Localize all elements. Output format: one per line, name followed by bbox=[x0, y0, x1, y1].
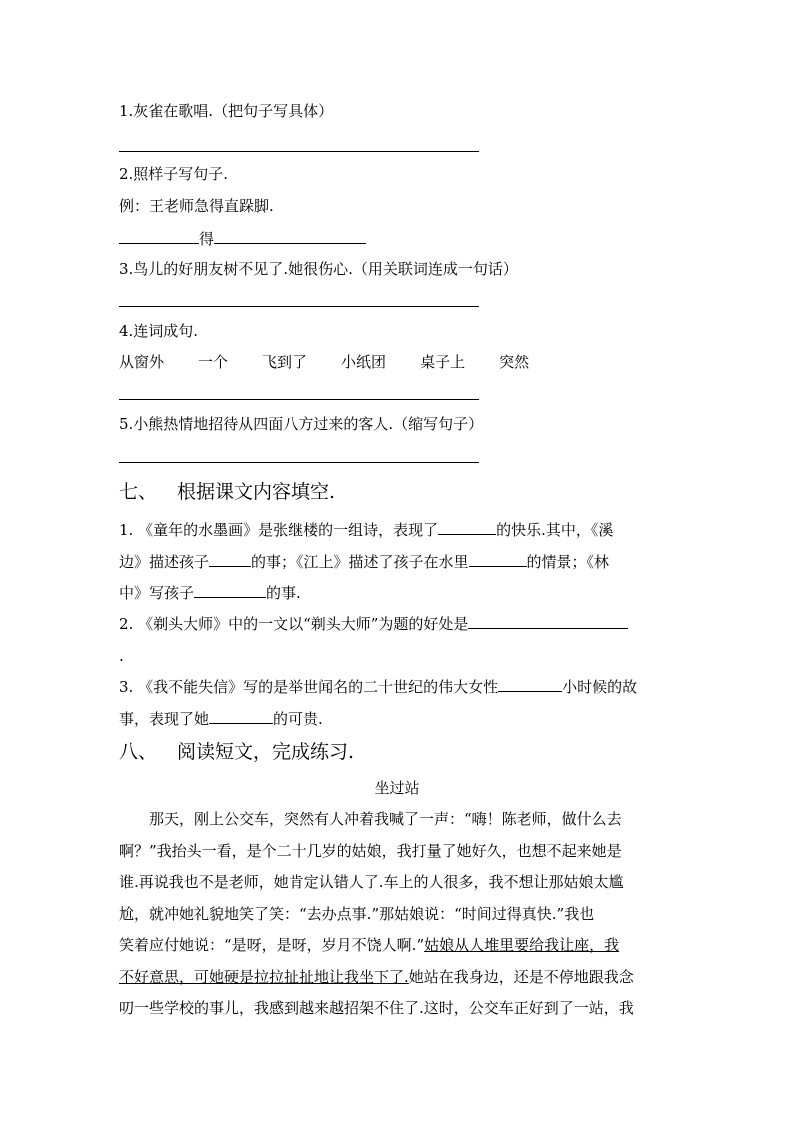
section-title: 阅读短文，完成练习. bbox=[177, 741, 355, 763]
question-2: 2.照样子写句子. bbox=[119, 165, 229, 183]
text-line: 1. 《童年的水墨画》是张继楼的一组诗，表现了 的快乐.其中，《溪 bbox=[119, 515, 672, 547]
section-7-question-1 bbox=[119, 515, 672, 610]
underlined-sentence: 不好意思，可她硬是拉拉扯扯地让我坐下了. bbox=[119, 967, 409, 986]
fill-blank[interactable] bbox=[194, 581, 266, 598]
text-line: 2. 《剃头大师》中的一文以“剃头大师”为题的好处是 bbox=[119, 609, 672, 641]
word-item: 突然 bbox=[499, 353, 530, 371]
answer-line-1[interactable] bbox=[119, 151, 479, 152]
question-5: 5.小熊热情地招待从四面八方过来的客人.（缩写句子） bbox=[119, 415, 484, 433]
text-line: 谁.再说我也不是老师，她肯定认错人了.车上的人很多，我不想让那姑娘太尴 bbox=[119, 873, 624, 891]
section-number: 八、 bbox=[119, 741, 158, 763]
word-item: 一个 bbox=[198, 353, 229, 371]
text-line: 啊？”我抬头一看，是个二十几岁的姑娘，我打量了她好久，也想不起来她是 bbox=[119, 841, 622, 860]
section-number: 七、 bbox=[119, 481, 158, 503]
text-line: 事，表现了她 的可贵. bbox=[119, 704, 672, 736]
story-body bbox=[119, 804, 672, 1025]
text-line: 尬，就冲她礼貌地笑了笑：“去办点事.”那姑娘说：“时间过得真快.”我也 bbox=[119, 904, 595, 923]
section-title: 根据课文内容填空. bbox=[177, 481, 336, 503]
text-line: . bbox=[119, 646, 124, 665]
word-item: 桌子上 bbox=[420, 353, 466, 371]
answer-line-3[interactable] bbox=[119, 306, 479, 307]
word-item: 飞到了 bbox=[262, 353, 308, 371]
text-line: 不好意思，可她硬是拉拉扯扯地让我坐下了.她站在我身边，还是不停地跟我念 bbox=[119, 967, 634, 986]
story-title: 坐过站 bbox=[374, 779, 420, 797]
text-line: 笑着应付她说：“是呀，是呀，岁月不饶人啊.”姑娘从人堆里要给我让座，我 bbox=[119, 936, 620, 954]
text-line: 边》描述孩子 的事；《江上》描述了孩子在水里 的情景；《林 bbox=[119, 547, 672, 579]
fill-blank[interactable] bbox=[119, 227, 199, 244]
text-line: 叨一些学校的事儿，我感到越来越招架不住了.这时，公交车正好到了一站，我 bbox=[119, 999, 634, 1017]
text-line: 3. 《我不能失信》写的是举世闻名的二十世纪的伟大女性 小时候的故 bbox=[119, 672, 672, 704]
underlined-sentence: 姑娘从人堆里要给我让座，我 bbox=[424, 936, 620, 954]
fill-blank[interactable] bbox=[214, 227, 366, 244]
question-2-example: 例：王老师急得直跺脚. bbox=[119, 197, 274, 215]
question-1: 1.灰雀在歌唱.（把句子写具体） bbox=[119, 102, 334, 120]
text-line: 中》写孩子 的事. bbox=[119, 578, 672, 610]
fill-mid-word: 得 bbox=[199, 230, 215, 248]
question-2-fill bbox=[119, 227, 366, 249]
section-7-heading bbox=[119, 480, 335, 504]
answer-line-4[interactable] bbox=[119, 399, 479, 400]
question-3: 3.鸟儿的好朋友树不见了.她很伤心.（用关联词连成一句话） bbox=[119, 260, 518, 278]
section-8-heading bbox=[119, 740, 354, 764]
fill-blank[interactable] bbox=[469, 550, 527, 567]
fill-blank[interactable] bbox=[209, 707, 273, 724]
fill-blank[interactable] bbox=[438, 518, 496, 535]
text-line: 那天，刚上公交车，突然有人冲着我喊了一声：“嗨！陈老师，做什么去 bbox=[149, 810, 622, 828]
fill-blank[interactable] bbox=[468, 612, 628, 629]
question-4: 4.连词成句. bbox=[119, 322, 199, 340]
fill-blank[interactable] bbox=[498, 675, 562, 692]
word-item: 小纸团 bbox=[341, 353, 387, 371]
word-item: 从窗外 bbox=[119, 353, 165, 371]
section-7-question-3 bbox=[119, 672, 672, 735]
section-7-question-2 bbox=[119, 609, 672, 672]
fill-blank[interactable] bbox=[209, 550, 251, 567]
question-4-words bbox=[119, 352, 529, 372]
answer-line-5[interactable] bbox=[119, 462, 479, 463]
